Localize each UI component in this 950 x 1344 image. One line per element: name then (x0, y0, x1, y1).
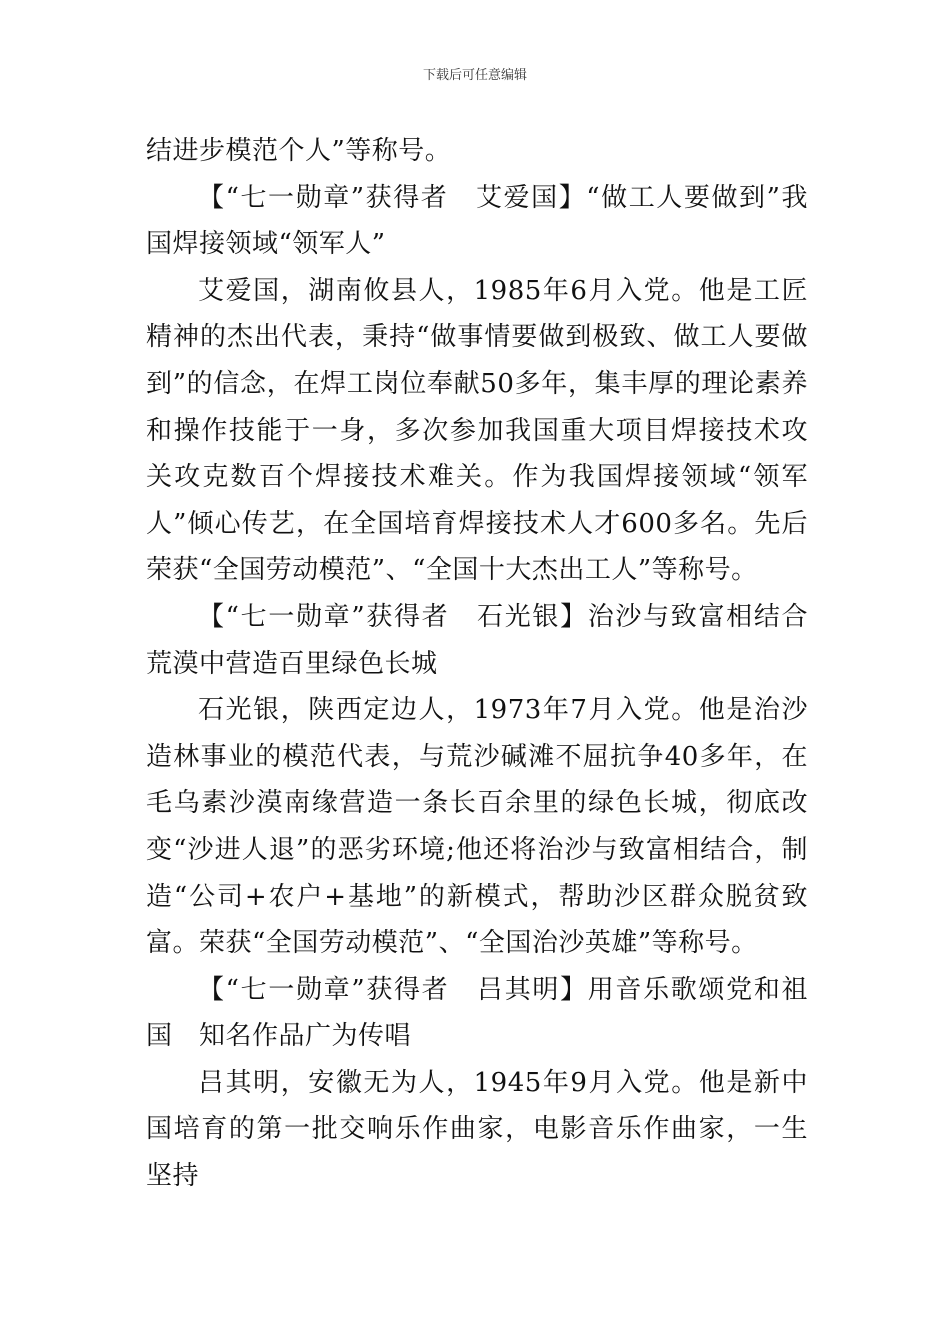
page-header-note: 下载后可任意编辑 (422, 68, 527, 83)
paragraph-ai-aiguo: 艾爱国，湖南攸县人，1985年6月入党。他是工匠精神的杰出代表，秉持“做事情要做到极致、做工人要做到”的信念，在焊工岗位奉献50多年，集丰厚的理论素养和操作技能于一身，多次参加我国重大项目焊接技术攻关攻克数百个焊接技术难关。作为我国焊接领域“领军人”倾心传艺，在全国培育焊接技术人才600多名。先后荣获“全国劳动模范”、“全国十大杰出工人”等称号。 (146, 275, 808, 586)
heading-ai-aiguo: 【“七一勋章”获得者 艾爱国】“做工人要做到”我国焊接领域“领军人” (146, 182, 808, 260)
paragraph-lv-qiming: 吕其明，安徽无为人，1945年9月入党。他是新中国培育的第一批交响乐作曲家，电影音乐作曲家，一生坚持 (146, 1067, 808, 1192)
heading-shi-guangyin: 【“七一勋章”获得者 石光银】治沙与致富相结合荒漠中营造百里绿色长城 (146, 601, 808, 679)
document-body (146, 128, 808, 1200)
heading-lv-qiming: 【“七一勋章”获得者 吕其明】用音乐歌颂党和祖国 知名作品广为传唱 (146, 974, 808, 1052)
paragraph-continuation: 结进步模范个人”等称号。 (146, 136, 452, 166)
paragraph-shi-guangyin: 石光银，陕西定边人，1973年7月入党。他是治沙造林事业的模范代表，与荒沙碱滩不屈抗争40多年，在毛乌素沙漠南缘营造一条长百余里的绿色长城，彻底改变“沙进人退”的恶劣环境;他还将治沙与致富相结合，制造“公司+农户+基地”的新模式，帮助沙区群众脱贫致富。荣获“全国劳动模范”、“全国治沙英雄”等称号。 (146, 695, 808, 959)
